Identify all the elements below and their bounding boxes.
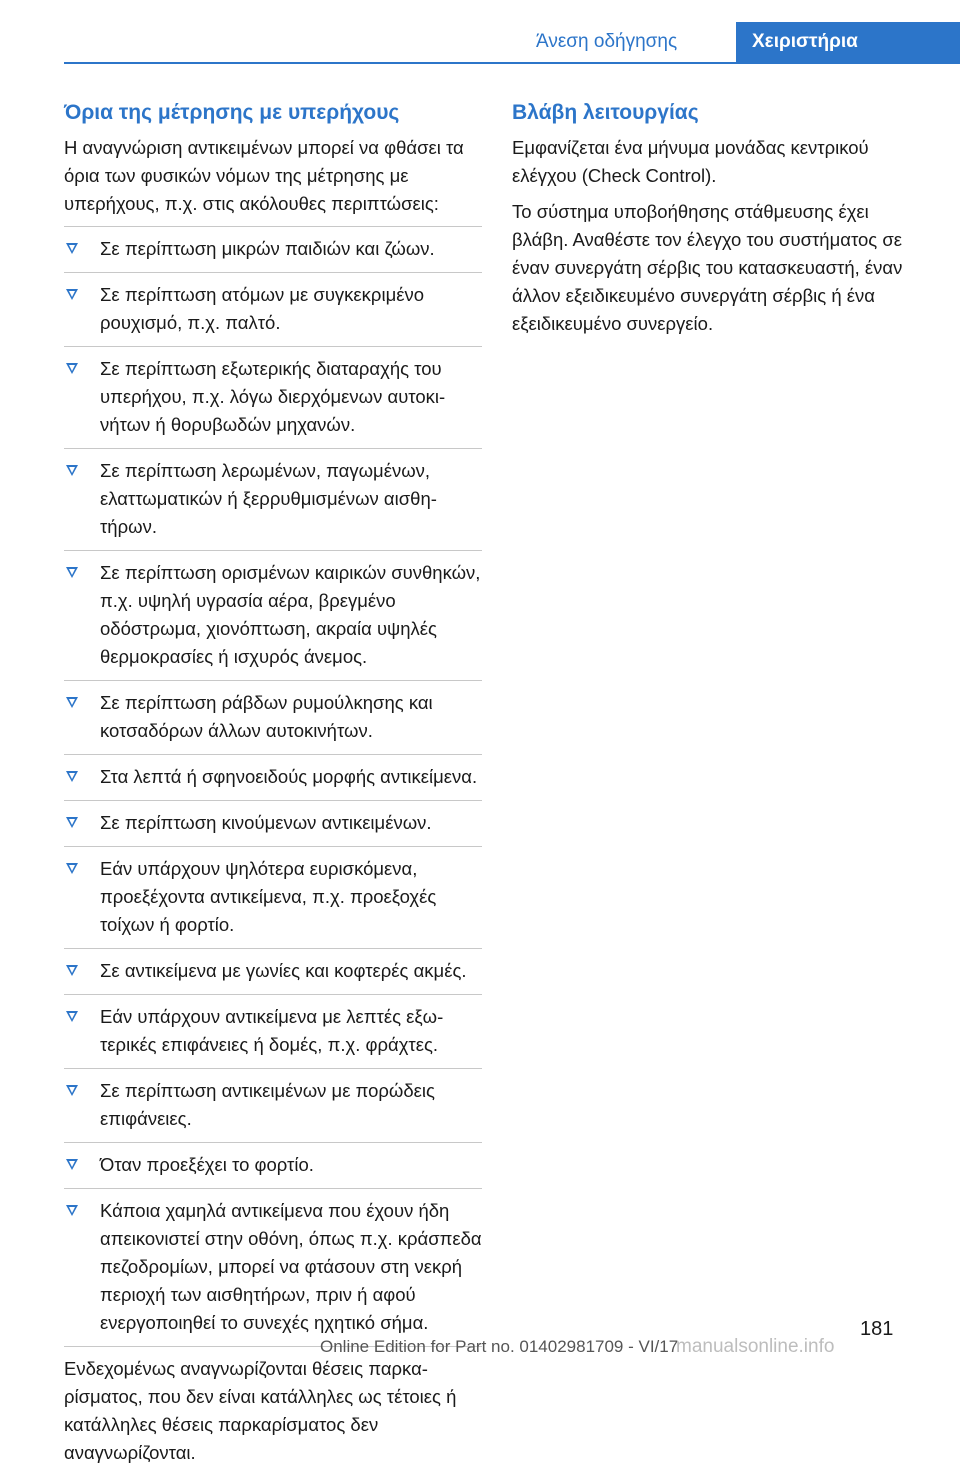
list-item — [64, 226, 482, 272]
list-item — [64, 994, 482, 1068]
list-item-text: Όταν προεξέχει το φορτίο. — [100, 1154, 314, 1175]
triangle-bullet-icon — [66, 1205, 78, 1216]
malfunction-heading: Βλάβη λειτουργίας — [512, 101, 699, 124]
list-item-text: Σε περίπτωση ράβδων ρυμούλκησης και κοτσαδόρων άλλων αυτοκινήτων. — [100, 692, 433, 741]
limits-heading: Όρια της μέτρησης με υπερήχους — [64, 101, 400, 124]
triangle-bullet-icon — [66, 567, 78, 578]
list-item-text: Σε περίπτωση λερωμένων, παγωμένων, ελαττωματικών ή ξερρυθμισμένων αισθητήρων. — [100, 460, 437, 537]
list-item — [64, 550, 482, 680]
malfunction-para-1: Εμφανίζεται ένα μήνυμα μονάδας κεντρικού ελέγχου (Check Control). — [512, 137, 869, 186]
triangle-bullet-icon — [66, 863, 78, 874]
header-active-tab[interactable]: Χειριστήρια — [736, 22, 960, 62]
list-item — [64, 272, 482, 346]
list-item-text: Εάν υπάρχουν ψηλότερα ευρισκόμενα, προεξέχοντα αντικείμενα, π.χ. προεξοχές τοίχων ή φορτίο. — [100, 858, 437, 935]
list-item — [64, 846, 482, 948]
right-column — [512, 98, 922, 346]
footer-edition: Online Edition for Part no. 01402981709 - VI/17 — [320, 1337, 679, 1356]
list-item-text: Σε περίπτωση ατόμων με συγκεκριμένο ρουχισμό, π.χ. παλτό. — [100, 284, 425, 333]
list-item — [64, 754, 482, 800]
list-item — [64, 800, 482, 846]
triangle-bullet-icon — [66, 1085, 78, 1096]
limits-list — [64, 226, 482, 1347]
list-item-text: Εάν υπάρχουν αντικείμενα με λεπτές εξωτερικές επιφάνειες ή δομές, π.χ. φράχτες. — [100, 1006, 444, 1055]
triangle-bullet-icon — [66, 289, 78, 300]
header-section-tab[interactable]: Άνεση οδήγησης — [536, 31, 678, 52]
list-item — [64, 1068, 482, 1142]
triangle-bullet-icon — [66, 1011, 78, 1022]
limits-closing: Ενδεχομένως αναγνωρίζονται θέσεις παρκαρίσματος, που δεν είναι κατάλληλες ως τέτοιες ή κατάλληλες θέσεις παρκαρίσματος δεν αναγνωρίζονται. — [64, 1358, 457, 1463]
list-item — [64, 680, 482, 754]
triangle-bullet-icon — [66, 363, 78, 374]
list-item — [64, 346, 482, 448]
triangle-bullet-icon — [66, 465, 78, 476]
page-number: 181 — [860, 1318, 894, 1340]
malfunction-para-2: Το σύστημα υποβοήθησης στάθμευσης έχει βλάβη. Αναθέστε τον έλεγχο του συστήματος σε έναν συνεργάτη σέρβις του κατασκευαστή, έναν άλλον εξειδικευμένο συνεργάτη σέρβις ή ένα εξειδικευμένο συνεργείο. — [512, 201, 903, 334]
list-item-text: Στα λεπτά ή σφηνοειδούς μορφής αντικείμενα. — [100, 766, 478, 787]
triangle-bullet-icon — [66, 817, 78, 828]
list-item-text: Σε περίπτωση ορισμένων καιρικών συνθηκών, π.χ. υψηλή υγρασία αέρα, βρεγμένο οδόστρωμα, χιονόπτωση, ακραία υψηλές θερμοκρασίες ή ισχυρός άνεμος. — [100, 562, 481, 667]
list-item-text: Σε περίπτωση αντικειμένων με πορώδεις επιφάνειες. — [100, 1080, 435, 1129]
header-divider — [64, 62, 960, 64]
list-item-text: Σε περίπτωση κινούμενων αντικειμένων. — [100, 812, 432, 833]
list-item — [64, 1142, 482, 1188]
watermark: manualsonline.info — [676, 1336, 835, 1357]
triangle-bullet-icon — [66, 1159, 78, 1170]
list-item-text: Σε περίπτωση εξωτερικής διαταραχής του υπερήχου, π.χ. λόγω διερχόμενων αυτοκινήτων ή θορυβωδών μηχανών. — [100, 358, 446, 435]
triangle-bullet-icon — [66, 697, 78, 708]
triangle-bullet-icon — [66, 771, 78, 782]
list-item — [64, 948, 482, 994]
list-item-text: Σε αντικείμενα με γωνίες και κοφτερές ακμές. — [100, 960, 467, 981]
list-item — [64, 1188, 482, 1347]
list-item-text: Σε περίπτωση μικρών παιδιών και ζώων. — [100, 238, 435, 259]
list-item — [64, 448, 482, 550]
limits-intro: Η αναγνώριση αντικειμένων μπορεί να φθάσει τα όρια των φυσικών νόμων της μέτρησης με υπερήχους, π.χ. στις ακόλουθες περιπτώσεις: — [64, 137, 464, 214]
list-item-text: Κάποια χαμηλά αντικείμενα που έχουν ήδη απεικονιστεί στην οθόνη, όπως π.χ. κράσπεδα πεζοδρομίων, μπορεί να φτάσουν στη νεκρή περιοχή των αισθητήρων, πριν ή αφού ενεργοποιηθεί το συνεχές ηχητικό σήμα. — [100, 1200, 482, 1333]
triangle-bullet-icon — [66, 965, 78, 976]
left-column — [64, 98, 482, 1475]
triangle-bullet-icon — [66, 243, 78, 254]
